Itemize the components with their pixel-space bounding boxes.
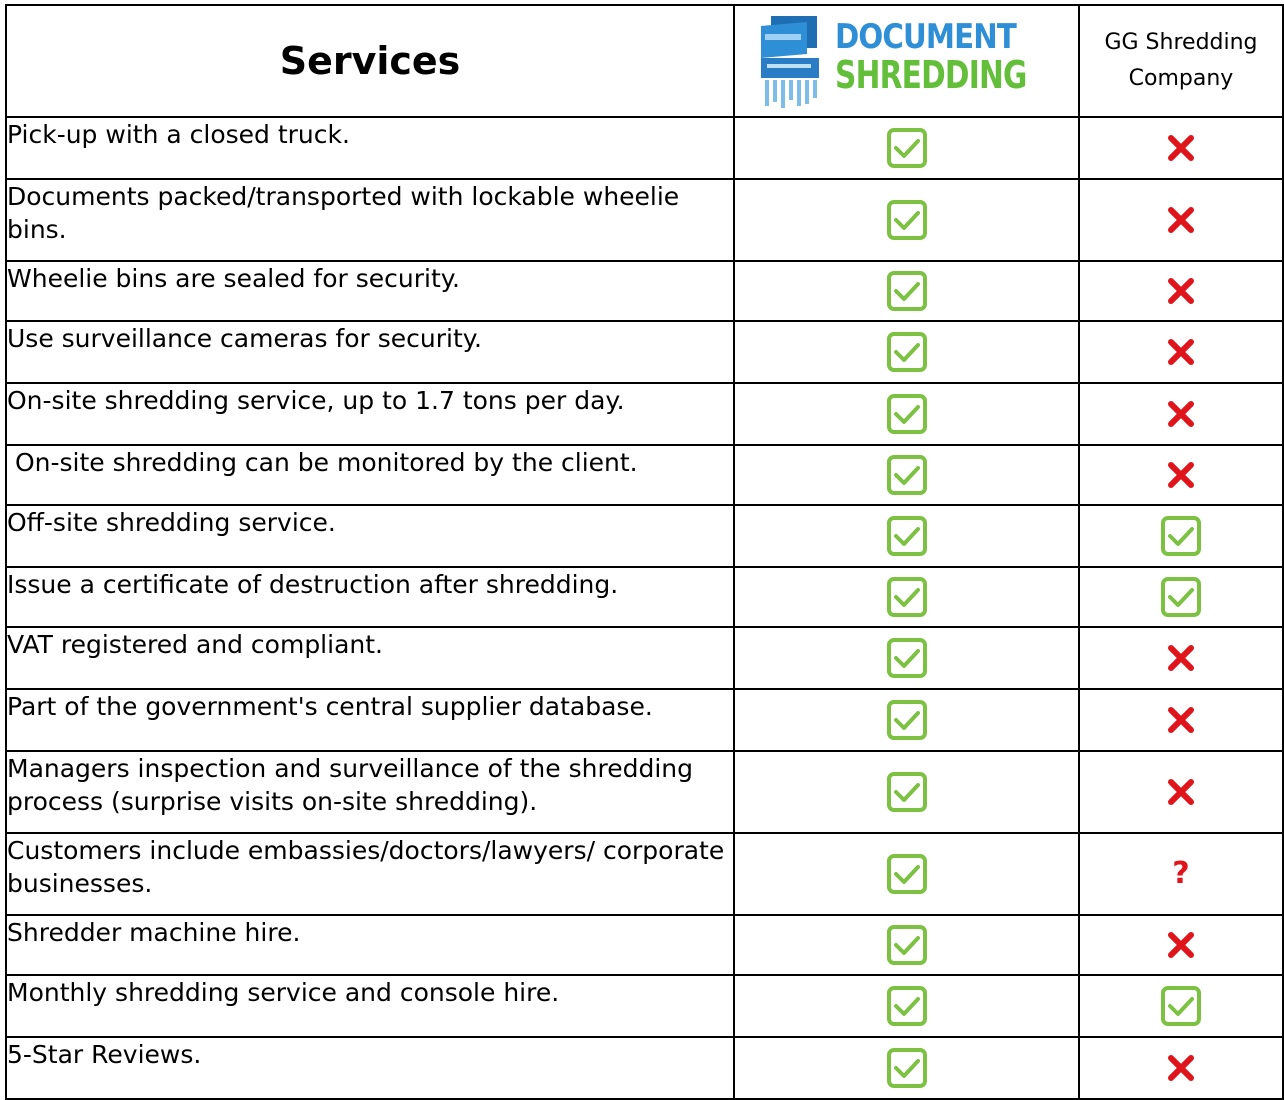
check-box-icon xyxy=(886,924,928,966)
competitor-header xyxy=(1079,5,1283,117)
table-row xyxy=(6,975,1283,1037)
check-box-icon xyxy=(886,985,928,1027)
service-label: Issue a certificate of destruction after shredding. xyxy=(6,567,734,627)
document-shredding-cell xyxy=(734,689,1079,751)
document-shredding-cell xyxy=(734,117,1079,179)
check-box-icon xyxy=(886,637,928,679)
gg-shredding-cell xyxy=(1079,627,1283,689)
check-box-icon xyxy=(886,127,928,169)
gg-shredding-cell xyxy=(1079,321,1283,383)
table-row xyxy=(6,915,1283,975)
document-shredding-cell xyxy=(734,179,1079,261)
red-cross-icon xyxy=(1166,777,1196,807)
check-box-icon xyxy=(886,576,928,618)
services-header: Services xyxy=(6,5,734,117)
gg-shredding-cell xyxy=(1079,179,1283,261)
document-shredding-cell xyxy=(734,505,1079,567)
check-box-icon xyxy=(886,331,928,373)
service-label: Managers inspection and surveillance of the shredding process (surprise visits on-site shredding). xyxy=(6,751,734,833)
service-label: Documents packed/transported with lockable wheelie bins. xyxy=(6,179,734,261)
red-cross-icon xyxy=(1166,337,1196,367)
logo-text-shredding: SHREDDING xyxy=(834,53,1027,97)
gg-shredding-cell xyxy=(1079,975,1283,1037)
service-label: VAT registered and compliant. xyxy=(6,627,734,689)
logo-text-document: DOCUMENT xyxy=(834,17,1016,57)
check-box-icon xyxy=(886,393,928,435)
gg-shredding-cell xyxy=(1079,915,1283,975)
competitor-name-line1: GG Shredding xyxy=(1104,30,1258,55)
check-box-icon xyxy=(886,699,928,741)
document-shredding-cell xyxy=(734,1037,1079,1099)
service-label: Off-site shredding service. xyxy=(6,505,734,567)
table-row xyxy=(6,261,1283,321)
table-row xyxy=(6,627,1283,689)
red-cross-icon xyxy=(1166,930,1196,960)
document-shredding-cell xyxy=(734,833,1079,915)
gg-shredding-cell xyxy=(1079,689,1283,751)
check-box-icon xyxy=(886,515,928,557)
document-shredding-cell xyxy=(734,975,1079,1037)
red-cross-icon xyxy=(1166,276,1196,306)
gg-shredding-cell xyxy=(1079,505,1283,567)
table-row xyxy=(6,751,1283,833)
service-label: Use surveillance cameras for security. xyxy=(6,321,734,383)
gg-shredding-cell xyxy=(1079,445,1283,505)
red-cross-icon xyxy=(1166,205,1196,235)
red-cross-icon xyxy=(1166,705,1196,735)
table-row xyxy=(6,567,1283,627)
service-label: Pick-up with a closed truck. xyxy=(6,117,734,179)
service-label: Customers include embassies/doctors/lawyers/ corporate businesses. xyxy=(6,833,734,915)
red-cross-icon xyxy=(1166,133,1196,163)
gg-shredding-cell xyxy=(1079,567,1283,627)
document-shredding-cell xyxy=(734,383,1079,445)
service-label: Part of the government's central supplier database. xyxy=(6,689,734,751)
document-shredding-logo xyxy=(757,14,1057,108)
gg-shredding-cell xyxy=(1079,1037,1283,1099)
document-shredding-header xyxy=(734,5,1079,117)
document-shredding-cell xyxy=(734,445,1079,505)
document-shredding-cell xyxy=(734,261,1079,321)
table-row xyxy=(6,179,1283,261)
check-box-icon xyxy=(886,1047,928,1089)
gg-shredding-cell xyxy=(1079,117,1283,179)
service-label: Monthly shredding service and console hire. xyxy=(6,975,734,1037)
check-box-icon xyxy=(886,454,928,496)
check-box-icon xyxy=(886,771,928,813)
service-label: Shredder machine hire. xyxy=(6,915,734,975)
service-label: On-site shredding service, up to 1.7 tons per day. xyxy=(6,383,734,445)
check-box-icon xyxy=(1160,985,1202,1027)
check-box-icon xyxy=(886,199,928,241)
gg-shredding-cell xyxy=(1079,833,1283,915)
table-row xyxy=(6,1037,1283,1099)
question-mark-icon: ? xyxy=(1172,856,1190,891)
red-cross-icon xyxy=(1166,1053,1196,1083)
table-row xyxy=(6,445,1283,505)
check-box-icon xyxy=(1160,576,1202,618)
table-row xyxy=(6,383,1283,445)
table-row xyxy=(6,833,1283,915)
red-cross-icon xyxy=(1166,460,1196,490)
red-cross-icon xyxy=(1166,643,1196,673)
service-label: 5-Star Reviews. xyxy=(6,1037,734,1099)
red-cross-icon xyxy=(1166,399,1196,429)
shredder-logo-icon xyxy=(757,14,831,108)
document-shredding-cell xyxy=(734,751,1079,833)
comparison-rows xyxy=(6,117,1283,1099)
service-label: On-site shredding can be monitored by the client. xyxy=(6,445,734,505)
table-row xyxy=(6,505,1283,567)
table-row xyxy=(6,321,1283,383)
gg-shredding-cell xyxy=(1079,751,1283,833)
header-row xyxy=(6,5,1283,117)
table-row xyxy=(6,117,1283,179)
service-label: Wheelie bins are sealed for security. xyxy=(6,261,734,321)
document-shredding-cell xyxy=(734,915,1079,975)
comparison-table xyxy=(5,4,1284,1100)
check-box-icon xyxy=(1160,515,1202,557)
gg-shredding-cell xyxy=(1079,383,1283,445)
document-shredding-cell xyxy=(734,567,1079,627)
table-row xyxy=(6,689,1283,751)
gg-shredding-cell xyxy=(1079,261,1283,321)
competitor-name-line2: Company xyxy=(1128,66,1234,91)
check-box-icon xyxy=(886,270,928,312)
document-shredding-cell xyxy=(734,627,1079,689)
document-shredding-cell xyxy=(734,321,1079,383)
check-box-icon xyxy=(886,853,928,895)
